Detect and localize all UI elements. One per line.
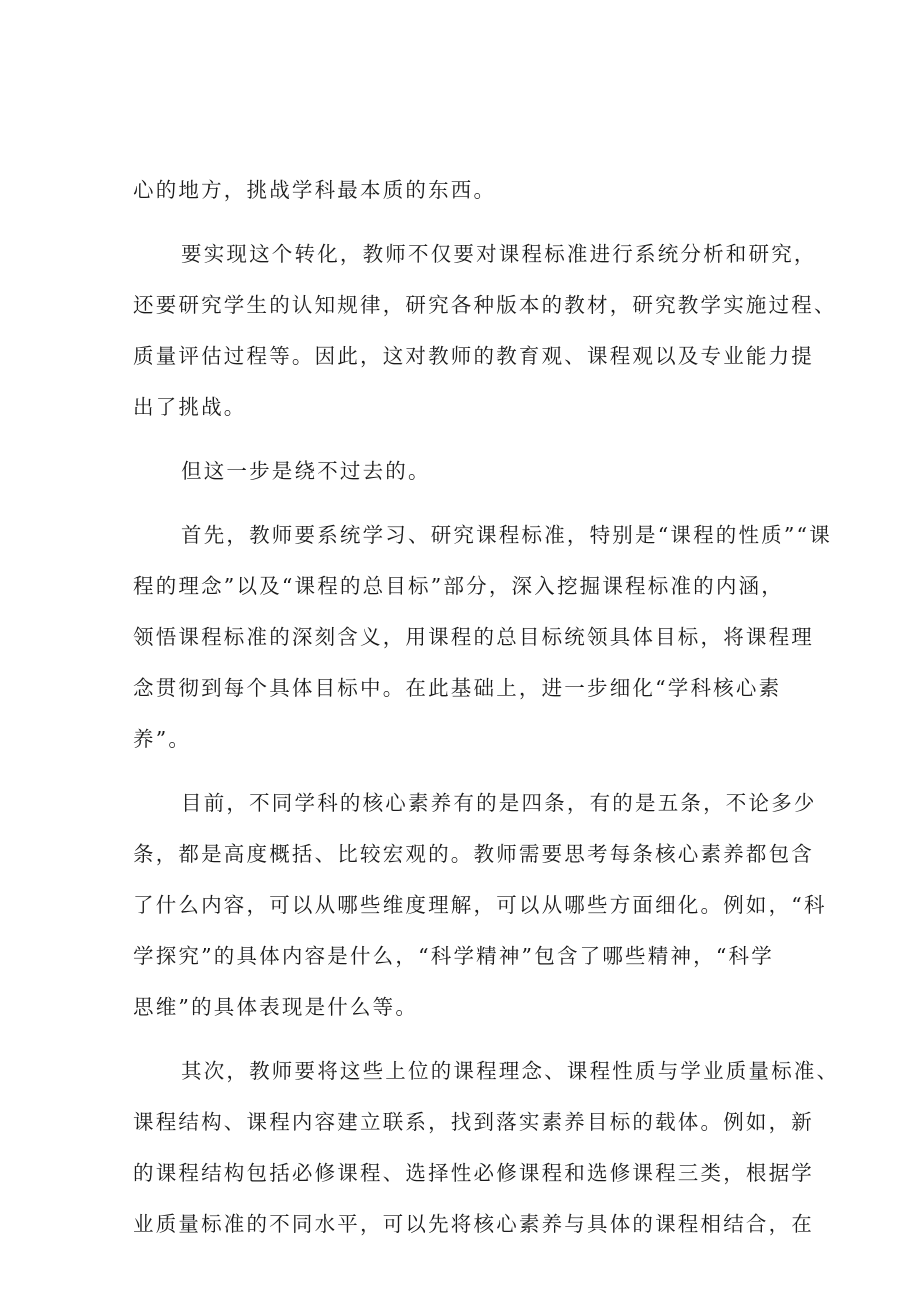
text-line: 业质量标准的不同水平，可以先将核心素养与具体的课程相结合，在	[133, 1212, 814, 1236]
text-line: 学探究”的具体内容是什么，“科学精神”包含了哪些精神，“科学	[133, 944, 774, 968]
text-line: 养”。	[133, 727, 192, 751]
text-line: 但这一步是绕不过去的。	[181, 459, 431, 483]
paragraph	[133, 446, 798, 497]
text-line: 的课程结构包括必修课程、选择性必修课程和选修课程三类，根据学	[133, 1161, 814, 1185]
text-line: 念贯彻到每个具体目标中。在此基础上，进一步细化“学科核心素	[133, 676, 782, 700]
text-line: 还要研究学生的认知规律，研究各种版本的教材，研究教学实施过程、	[133, 293, 837, 317]
paragraph	[133, 510, 832, 765]
text-line: 领悟课程标准的深刻含义，用课程的总目标统领具体目标，将课程理	[133, 625, 814, 649]
paragraph	[133, 229, 837, 433]
text-line: 了什么内容，可以从哪些维度理解，可以从哪些方面细化。例如，“科	[133, 893, 827, 917]
text-line: 出了挑战。	[133, 395, 247, 419]
text-line: 思维”的具体表现是什么等。	[133, 995, 419, 1019]
text-line: 课程结构、课程内容建立联系，找到落实素养目标的载体。例如，新	[133, 1110, 814, 1134]
paragraph	[133, 165, 798, 216]
text-line: 首先，教师要系统学习、研究课程标准，特别是“课程的性质”“课	[181, 523, 832, 547]
paragraph	[133, 778, 827, 1033]
text-line: 程的理念”以及“课程的总目标”部分，深入挖掘课程标准的内涵，	[133, 574, 784, 598]
paragraph	[133, 1046, 840, 1250]
text-line: 目前，不同学科的核心素养有的是四条，有的是五条，不论多少	[181, 791, 817, 815]
text-line: 其次，教师要将这些上位的课程理念、课程性质与学业质量标准、	[181, 1059, 840, 1083]
document-body	[133, 165, 840, 1250]
text-line: 质量评估过程等。因此，这对教师的教育观、课程观以及专业能力提	[133, 344, 814, 368]
text-line: 条，都是高度概括、比较宏观的。教师需要思考每条核心素养都包含	[133, 842, 814, 866]
text-line: 心的地方，挑战学科最本质的东西。	[133, 178, 497, 202]
text-line: 要实现这个转化，教师不仅要对课程标准进行系统分析和研究，	[181, 242, 817, 266]
